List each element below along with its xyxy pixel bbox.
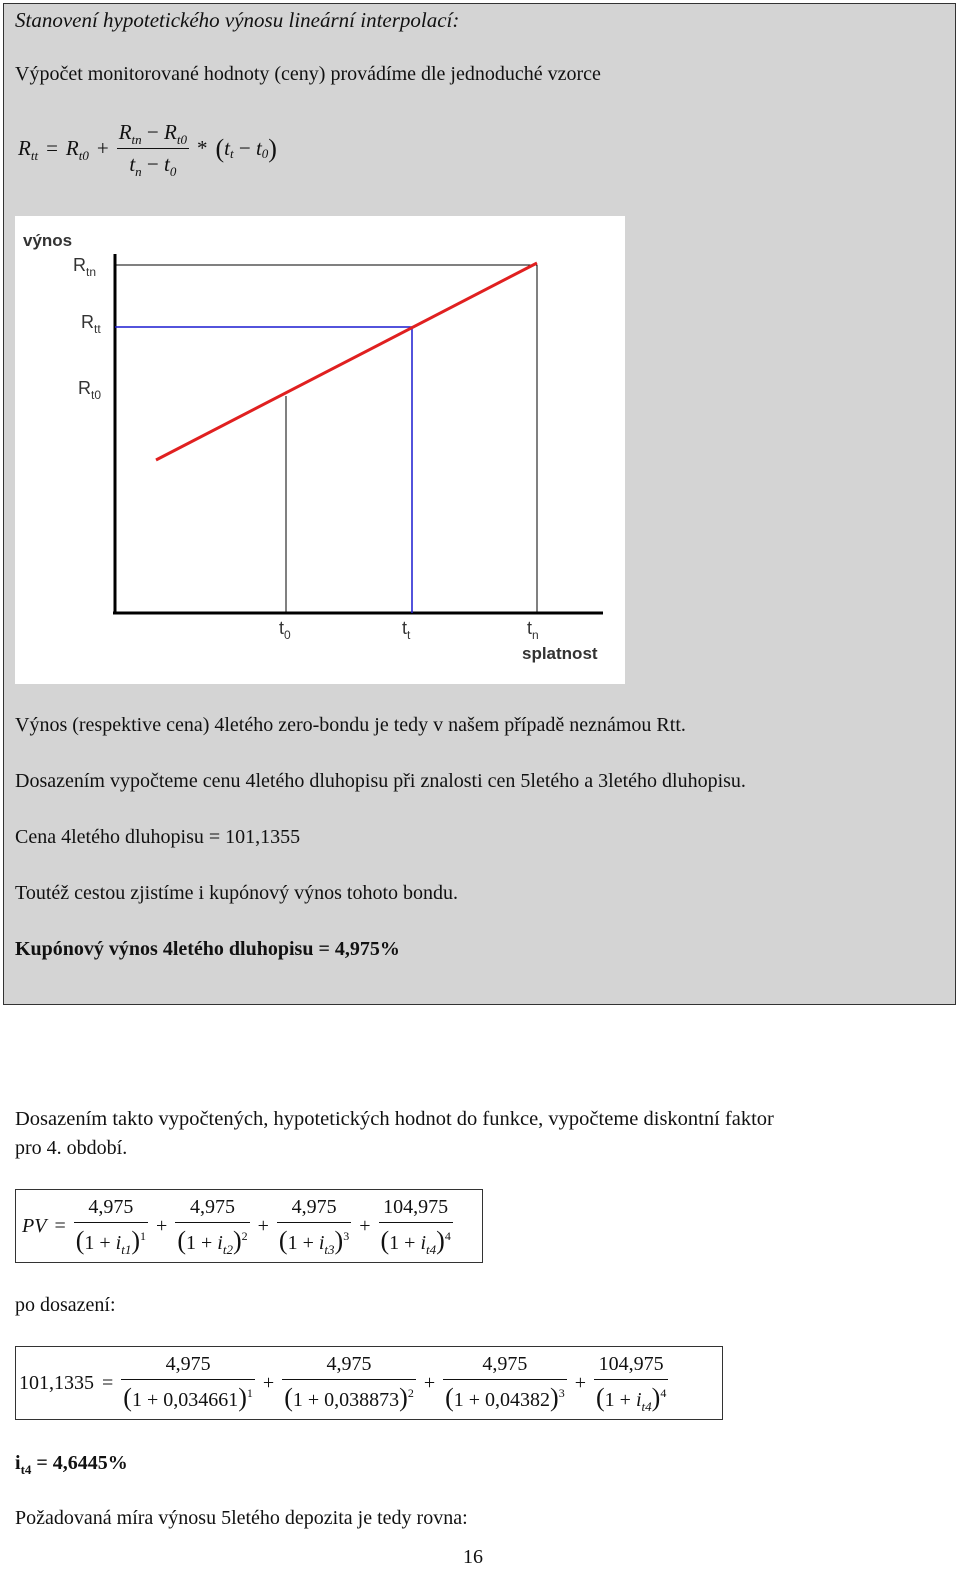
paragraph-discount-factor-2: pro 4. období. — [15, 1137, 128, 1159]
paragraph-unknown: Výnos (respektive cena) 4letého zero-bondu je tedy v našem případě neznámou Rtt. — [15, 714, 686, 736]
maturity-label: splatnost — [522, 644, 598, 663]
po-dosazeni-label: po dosazení: — [15, 1294, 116, 1316]
interpolation-formula: $R_{tt}$ = $R_{t0}$ + $\frac{R_{tn} - R_{t0}}{t_n - t_0}$ * ( t t − t 0 ) — [18, 120, 277, 179]
interpolation-diagram — [15, 216, 625, 684]
formula-lhs: $R_{tt}$ — [18, 136, 39, 163]
formula-fraction: $\frac{R_{tn} - R_{t0}}{t_n - t_0}$ — [118, 120, 187, 179]
paragraph-coupon: Toutéž cestou zjistíme i kupónový výnos tohoto bondu. — [15, 882, 458, 904]
final-sentence: Požadovaná míra výnosu 5letého depozita je tedy rovna: — [15, 1507, 468, 1529]
sub-term-4: $\frac{104,975}{(1 + i_{t4})^4}$ — [596, 1353, 667, 1414]
svg-text:Rtt: $R_{tt}$ — [81, 312, 101, 336]
intro-text: Výpočet monitorované hodnoty (ceny) provádíme dle jednoduché vzorce — [15, 63, 601, 85]
coupon-yield-result: Kupónový výnos 4letého dluhopisu = 4,975% — [15, 938, 400, 960]
pv-term-2: $\frac{4,975}{(1 + i_{t2})^2}$ — [177, 1196, 248, 1257]
paragraph-substitution: Dosazením vypočteme cenu 4letého dluhopisu při znalosti cen 5letého a 3letého dluhopisu. — [15, 770, 746, 792]
sub-lhs: 101,1335 — [19, 1371, 94, 1394]
sub-term-2: $\frac{4,975}{(1 + 0,038873)^2}$ — [284, 1353, 414, 1412]
paragraph-discount-factor: Dosazením takto vypočtených, hypotetických hodnot do funkce, vypočteme diskontní faktor — [15, 1108, 774, 1130]
pv-lhs: PV — [22, 1214, 47, 1237]
section-heading: Stanovení hypotetického výnosu lineární interpolací: — [15, 8, 460, 32]
svg-text:Rt0: $R_{t0}$ — [78, 378, 102, 402]
pv-formula: PV = $\frac{4,975}{(1 + i_{t1})^1}$ + $\frac{4,975}{(1 + i_{t2})^2}$ + $\frac{4,975}{(1 + i_{t3})^3}$ + $\frac{104,975}{(1 + i_{t4})^4}$ — [15, 1189, 483, 1263]
bond-price-result: Cena 4letého dluhopisu = 101,1355 — [15, 826, 301, 848]
it4-result: $i_{t4} = 4,6445\%$ — [15, 1452, 128, 1477]
formula-r0: $R_{t0}$ — [65, 136, 89, 163]
y-axis-label: výnos — [23, 231, 73, 250]
svg-text:tt: $t_t$ — [402, 618, 411, 642]
sub-term-1: $\frac{4,975}{(1 + 0,034661)^1}$ — [123, 1353, 253, 1412]
svg-text:Rtn: $R_{tn}$ — [73, 255, 97, 279]
page-number: 16 — [463, 1546, 483, 1568]
pv-term-1: $\frac{4,975}{(1 + i_{t1})^1}$ — [75, 1196, 147, 1257]
pv-term-4: $\frac{104,975}{(1 + i_{t4})^4}$ — [380, 1196, 451, 1257]
sub-term-3: $\frac{4,975}{(1 + 0,04382)^3}$ — [445, 1353, 565, 1412]
svg-text:t0: $t_0$ — [279, 618, 291, 642]
substituted-formula: 101,1335 = $\frac{4,975}{(1 + 0,034661)^1}$ + $\frac{4,975}{(1 + 0,038873)^2}$ + $\frac{4,975}{(1 + 0,04382)^3}$ + $\frac{104,975}{(1 + i_{t4})^4}$ — [15, 1346, 723, 1420]
svg-text:tn: $t_n$ — [527, 618, 539, 642]
pv-term-3: $\frac{4,975}{(1 + i_{t3})^3}$ — [278, 1196, 350, 1257]
